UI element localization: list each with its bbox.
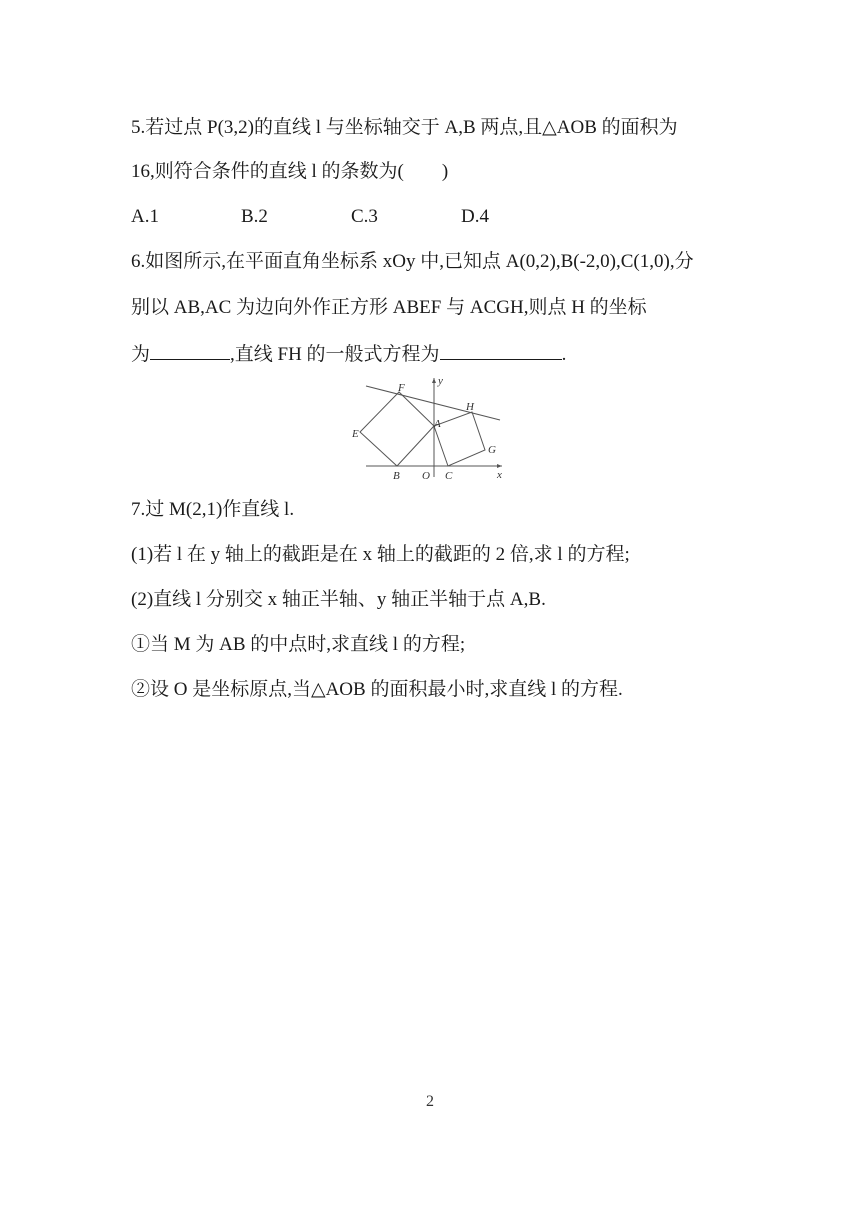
q5-option-a: A.1 <box>131 206 159 227</box>
coordinate-figure <box>352 374 512 484</box>
q6-line-2: 别以 AB,AC 为边向外作正方形 ABEF 与 ACGH,则点 H 的坐标 <box>131 297 647 318</box>
q7-sub-1: ①当 M 为 AB 的中点时,求直线 l 的方程; <box>131 634 466 655</box>
q6-line-3-middle: ,直线 FH 的一般式方程为 <box>230 344 440 365</box>
square-acgh <box>434 412 485 466</box>
answer-blank-fh <box>440 341 562 360</box>
q5-options <box>131 205 571 229</box>
label-a: A <box>434 418 441 430</box>
label-f: F <box>398 382 405 394</box>
label-x: x <box>497 469 502 481</box>
answer-blank-h <box>150 341 230 360</box>
x-axis-arrow <box>497 464 502 468</box>
label-c: C <box>445 470 453 482</box>
y-axis-arrow <box>432 378 436 383</box>
q6-line-3-prefix: 为 <box>131 344 151 365</box>
square-abef <box>360 392 434 466</box>
label-o: O <box>422 470 430 482</box>
label-g: G <box>488 444 496 456</box>
q6-line-3 <box>131 341 566 367</box>
q5-line-1: 5.若过点 P(3,2)的直线 l 与坐标轴交于 A,B 两点,且△AOB 的面积为 <box>131 117 678 138</box>
line-fh <box>366 386 500 420</box>
page-number: 2 <box>426 1093 434 1110</box>
q6-line-1: 6.如图所示,在平面直角坐标系 xOy 中,已知点 A(0,2),B(-2,0),C(1,0),分 <box>131 251 694 272</box>
q6-line-3-end: . <box>561 344 567 365</box>
q7-part-2: (2)直线 l 分别交 x 轴正半轴、y 轴正半轴于点 A,B. <box>131 589 546 610</box>
label-b: B <box>393 470 400 482</box>
label-e: E <box>352 428 359 440</box>
label-y: y <box>438 375 443 387</box>
q5-option-b: B.2 <box>241 206 268 227</box>
q5-line-2: 16,则符合条件的直线 l 的条数为( ) <box>131 161 449 182</box>
q5-option-c: C.3 <box>351 206 378 227</box>
q5-option-d: D.4 <box>461 206 489 227</box>
q7-sub-2: ②设 O 是坐标原点,当△AOB 的面积最小时,求直线 l 的方程. <box>131 679 623 700</box>
q7-title: 7.过 M(2,1)作直线 l. <box>131 499 295 520</box>
label-h: H <box>466 401 474 413</box>
q7-part-1: (1)若 l 在 y 轴上的截距是在 x 轴上的截距的 2 倍,求 l 的方程; <box>131 544 630 565</box>
